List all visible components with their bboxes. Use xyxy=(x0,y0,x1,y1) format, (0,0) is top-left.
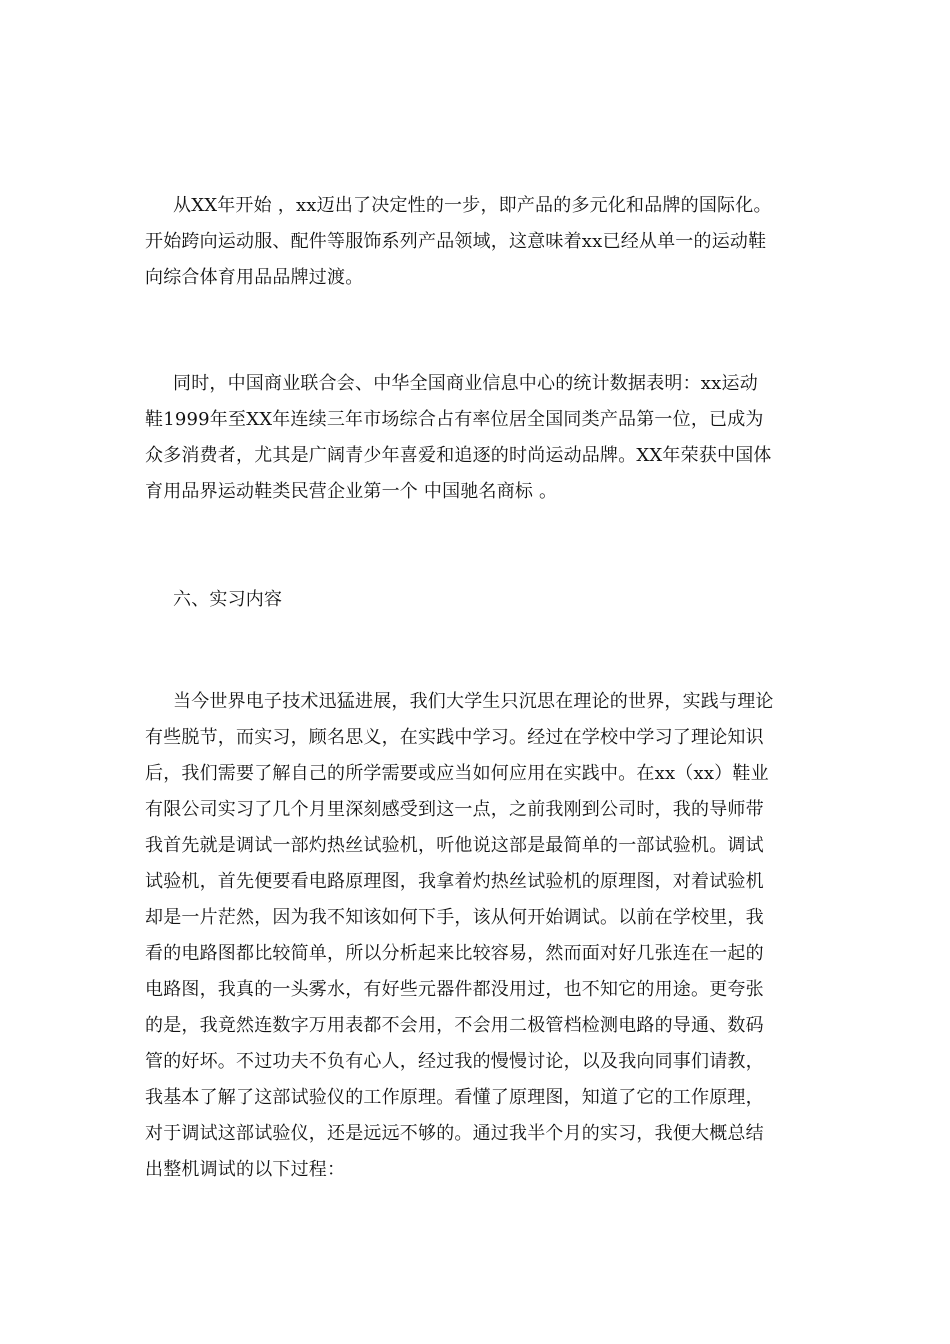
paragraph-brand-expansion xyxy=(145,188,815,296)
text-line: 同时，中国商业联合会、中华全国商业信息中心的统计数据表明：xx运动 xyxy=(173,373,758,394)
text-line: 众多消费者，尤其是广阔青少年喜爱和追逐的时尚运动品牌。XX年荣获中国体 xyxy=(145,445,772,466)
section-heading xyxy=(145,582,815,618)
text-line: 当今世界电子技术迅猛进展，我们大学生只沉思在理论的世界，实践与理论 xyxy=(173,691,774,712)
text-line: 却是一片茫然，因为我不知该如何下手，该从何开始调试。以前在学校里，我 xyxy=(145,907,764,928)
text-line: 的是，我竟然连数字万用表都不会用，不会用二极管档检测电路的导通、数码 xyxy=(145,1015,764,1036)
text-line: 育用品界运动鞋类民营企业第一个 中国驰名商标 。 xyxy=(145,481,558,502)
text-line: 管的好坏。不过功夫不负有心人，经过我的慢慢讨论，以及我向同事们请教， xyxy=(145,1051,764,1072)
text-line: 后，我们需要了解自己的所学需要或应当如何应用在实践中。在xx（xx）鞋业 xyxy=(145,763,769,784)
text-line: 从XX年开始 ，xx迈出了决定性的一步，即产品的多元化和品牌的国际化。 xyxy=(173,195,772,216)
text-line: 有限公司实习了几个月里深刻感受到这一点，之前我刚到公司时，我的导师带 xyxy=(145,799,764,820)
text-line: 我首先就是调试一部灼热丝试验机，听他说这部是最简单的一部试验机。调试 xyxy=(145,835,764,856)
paragraph-internship-content xyxy=(145,684,815,1188)
text-line: 有些脱节，而实习，顾名思义，在实践中学习。经过在学校中学习了理论知识 xyxy=(145,727,764,748)
text-line: 出整机调试的以下过程： xyxy=(145,1159,346,1180)
text-line: 试验机，首先便要看电路原理图，我拿着灼热丝试验机的原理图，对着试验机 xyxy=(145,871,764,892)
text-line: 对于调试这部试验仪，还是远远不够的。通过我半个月的实习，我便大概总结 xyxy=(145,1123,764,1144)
text-line: 鞋1999年至XX年连续三年市场综合占有率位居全国同类产品第一位，已成为 xyxy=(145,409,764,430)
text-line: 我基本了解了这部试验仪的工作原理。看懂了原理图，知道了它的工作原理， xyxy=(145,1087,764,1108)
text-line: 开始跨向运动服、配件等服饰系列产品领域，这意味着xx已经从单一的运动鞋 xyxy=(145,231,767,252)
text-line: 看的电路图都比较简单，所以分析起来比较容易，然而面对好几张连在一起的 xyxy=(145,943,764,964)
section-title: 六、实习内容 xyxy=(173,589,283,610)
text-line: 电路图，我真的一头雾水，有好些元器件都没用过，也不知它的用途。更夸张 xyxy=(145,979,764,1000)
text-line: 向综合体育用品品牌过渡。 xyxy=(145,267,364,288)
paragraph-market-statistics xyxy=(145,366,815,510)
